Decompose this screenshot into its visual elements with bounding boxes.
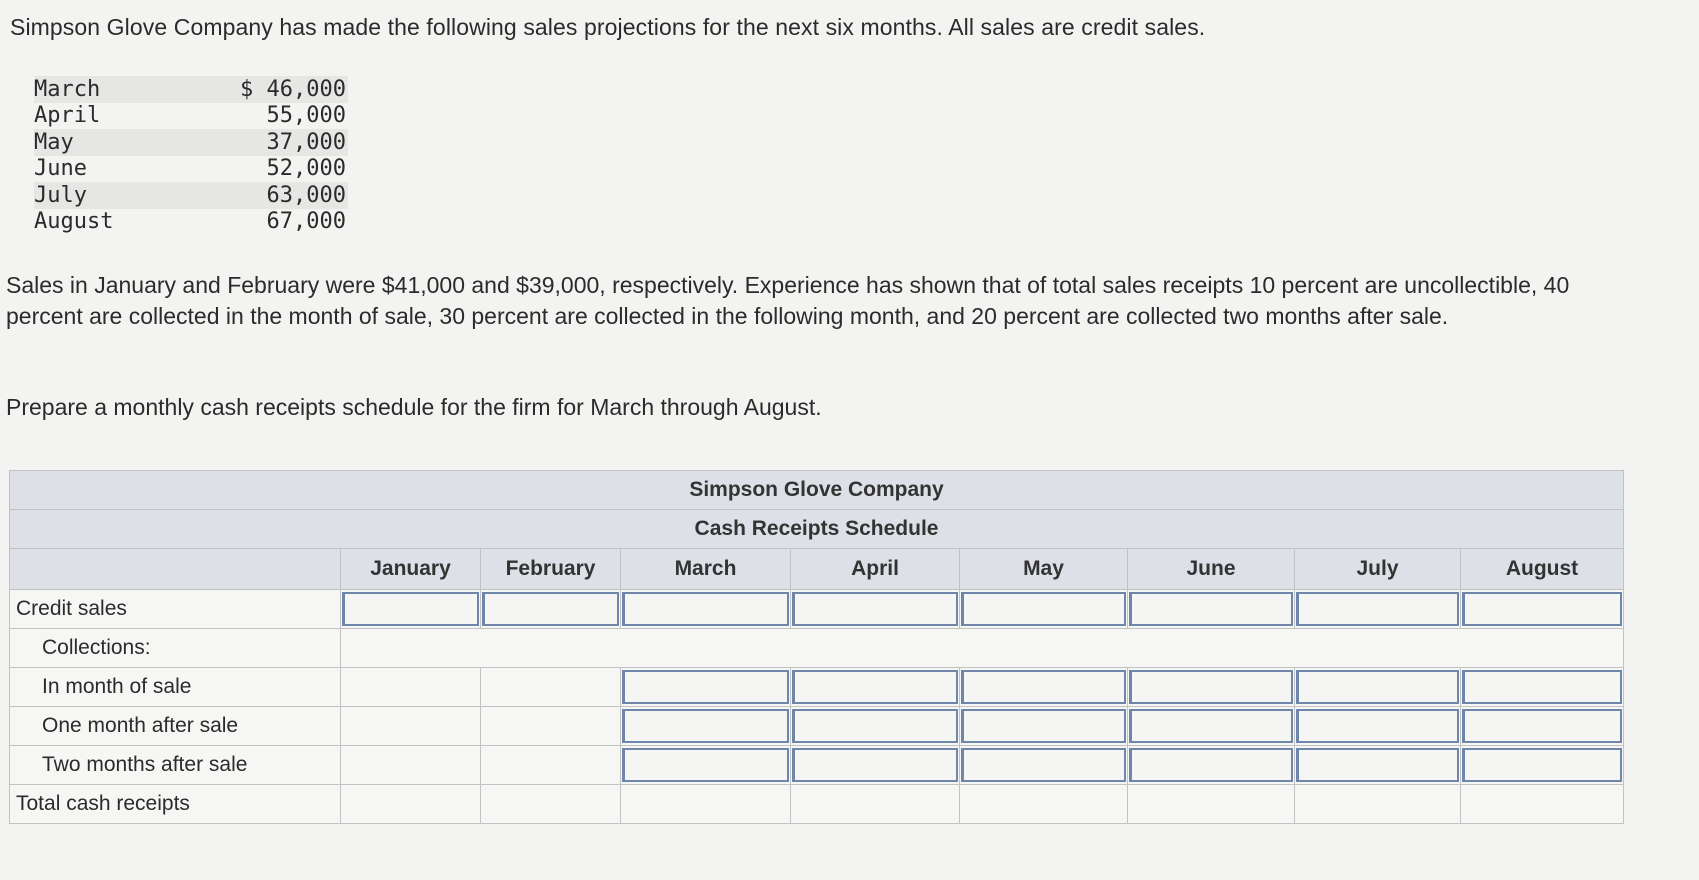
column-header-may: May (960, 549, 1128, 590)
row-label-in-month-of-sale: In month of sale (10, 668, 341, 707)
projection-amount: 63,000 (266, 182, 346, 208)
row-label-total-cash-receipts: Total cash receipts (10, 785, 341, 824)
one-month-april-input[interactable] (792, 709, 958, 743)
projection-row (34, 182, 348, 209)
row-label-one-month-after-sale: One month after sale (10, 707, 341, 746)
projection-row (34, 76, 348, 103)
two-months-april-input[interactable] (792, 748, 958, 782)
cash-receipts-schedule (9, 470, 1624, 824)
column-header-january: January (341, 549, 481, 590)
projection-amount: 37,000 (266, 129, 346, 155)
projection-row (34, 209, 348, 236)
row-total-cash-receipts (10, 785, 1624, 824)
schedule-title: Cash Receipts Schedule (10, 510, 1624, 549)
row-credit-sales (10, 590, 1624, 629)
intro-text: Simpson Glove Company has made the following sales projections for the next six months. All sales are credit sales. (10, 14, 1206, 40)
schedule-corner-header (10, 549, 341, 590)
in-month-april-input[interactable] (792, 670, 958, 704)
in-month-may-input[interactable] (961, 670, 1126, 704)
column-header-march: March (621, 549, 791, 590)
projection-month: April (34, 103, 101, 129)
credit-sales-march-input[interactable] (622, 592, 789, 626)
projection-month: June (34, 156, 87, 182)
in-month-june-input[interactable] (1129, 670, 1293, 704)
row-collections (10, 629, 1624, 668)
one-month-july-input[interactable] (1296, 709, 1459, 743)
one-month-may-input[interactable] (961, 709, 1126, 743)
column-header-july: July (1295, 549, 1461, 590)
column-header-april: April (791, 549, 960, 590)
projection-amount: $ 46,000 (240, 76, 346, 102)
projection-row (34, 103, 348, 130)
total-june-cell (1128, 785, 1295, 824)
projection-row (34, 156, 348, 183)
column-header-february: February (481, 549, 621, 590)
two-months-march-input[interactable] (622, 748, 789, 782)
column-header-august: August (1461, 549, 1624, 590)
row-label-two-months-after-sale: Two months after sale (10, 746, 341, 785)
credit-sales-january-input[interactable] (342, 592, 479, 626)
projection-row (34, 129, 348, 156)
question-prompt: Prepare a monthly cash receipts schedule for the firm for March through August. (6, 394, 822, 420)
total-april-cell (791, 785, 960, 824)
credit-sales-february-input[interactable] (482, 592, 619, 626)
total-may-cell (960, 785, 1128, 824)
two-months-july-input[interactable] (1296, 748, 1459, 782)
row-two-months-after-sale (10, 746, 1624, 785)
credit-sales-april-input[interactable] (792, 592, 958, 626)
row-in-month-of-sale (10, 668, 1624, 707)
credit-sales-july-input[interactable] (1296, 592, 1459, 626)
row-one-month-after-sale (10, 707, 1624, 746)
row-label-collections: Collections: (10, 629, 341, 668)
total-march-cell (621, 785, 791, 824)
projection-amount: 52,000 (266, 156, 346, 182)
one-month-march-input[interactable] (622, 709, 789, 743)
projection-amount: 67,000 (266, 209, 346, 235)
projection-month: March (34, 76, 101, 102)
projection-month: May (34, 129, 74, 155)
projection-amount: 55,000 (266, 103, 346, 129)
one-month-june-input[interactable] (1129, 709, 1293, 743)
one-month-august-input[interactable] (1462, 709, 1622, 743)
credit-sales-june-input[interactable] (1129, 592, 1293, 626)
projection-month: August (34, 209, 114, 235)
credit-sales-august-input[interactable] (1462, 592, 1622, 626)
sales-projections (34, 76, 348, 235)
in-month-august-input[interactable] (1462, 670, 1622, 704)
credit-sales-may-input[interactable] (961, 592, 1126, 626)
two-months-may-input[interactable] (961, 748, 1126, 782)
two-months-august-input[interactable] (1462, 748, 1622, 782)
in-month-july-input[interactable] (1296, 670, 1459, 704)
total-july-cell (1295, 785, 1461, 824)
two-months-june-input[interactable] (1129, 748, 1293, 782)
projection-month: July (34, 182, 87, 208)
in-month-march-input[interactable] (622, 670, 789, 704)
total-august-cell (1461, 785, 1624, 824)
sales-history-paragraph: Sales in January and February were $41,000 and $39,000, respectively. Experience has shown that of total sales receipts 10 percent are uncollectible, 40 percent are collected in the month of sale, 30 percent are collected in the following month, and 20 percent are collected two months after sale. (6, 272, 1570, 329)
column-header-june: June (1128, 549, 1295, 590)
schedule-company-name: Simpson Glove Company (10, 471, 1624, 510)
row-label-credit-sales: Credit sales (10, 590, 341, 629)
